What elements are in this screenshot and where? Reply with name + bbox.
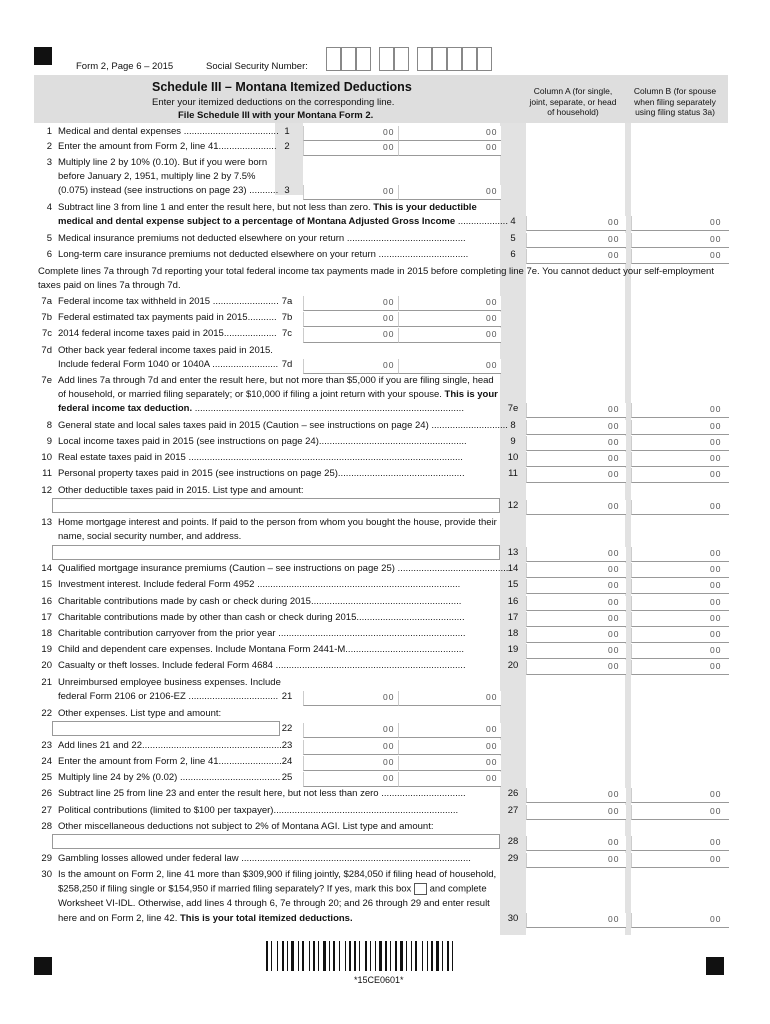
left-col-b-cents-l7d: 00 — [486, 360, 498, 370]
line-text-l7e-b-part: This is your — [444, 389, 498, 400]
line-text-l8: General state and local sales taxes paid in 2015 (Caution – see instructions on page 24) ............................. — [58, 420, 508, 431]
line-text-l15: Investment interest. Include federal Form 4952 ............................................................................. — [58, 579, 461, 590]
barcode-bar — [442, 941, 443, 971]
barcode-bar — [329, 941, 330, 971]
line-text-l23: Add lines 21 and 22..................................................... — [58, 740, 282, 751]
note-line-7: Complete lines 7a through 7d reporting your total federal income tax payments made in 2015 before completing line 7e. You cannot deduct your self-employment — [38, 266, 714, 277]
col-a-cents-l26: 00 — [608, 789, 620, 799]
line-text-l30-b1: $258,250 if filing single or $154,950 if married filing separately? If yes, mark this box — [58, 883, 412, 895]
col-b-cents-l19: 00 — [710, 645, 722, 655]
barcode-bar — [436, 941, 439, 971]
left-col-b-cents-l21: 00 — [486, 692, 498, 702]
line-text-l2: Enter the amount from Form 2, line 41...................... — [58, 141, 277, 152]
line-text-l9: Local income taxes paid in 2015 (see instructions on page 24)........................................................ — [58, 436, 467, 447]
right-label-l12: 12 — [507, 500, 519, 511]
line-text-l4b-part: medical and dental expense subject to a percentage of Montana Adjusted Gross Income — [58, 216, 456, 227]
col-a-cents-l10: 00 — [608, 453, 620, 463]
line-number-l8: 8 — [46, 420, 52, 431]
left-label-l24: 24 — [281, 756, 293, 767]
col-a-cents-l18: 00 — [608, 629, 620, 639]
line-text-l7e: Add lines 7a through 7d and enter the result here, but not more than $5,000 if you are filing single, head — [58, 375, 494, 386]
line-number-l21: 21 — [41, 677, 52, 688]
barcode-bar — [277, 941, 278, 971]
barcode-bar — [313, 941, 315, 971]
line-text-l30-b2: and complete — [429, 883, 487, 895]
barcode — [266, 941, 496, 971]
line-text-l3: Multiply line 2 by 10% (0.10). But if you were born — [58, 157, 268, 168]
col-b-cents-l8: 00 — [710, 421, 722, 431]
col-b-cents-l13: 00 — [710, 548, 722, 558]
line-text-l21: Unreimbursed employee business expenses. Include — [58, 677, 281, 688]
line-number-l23: 23 — [41, 740, 52, 751]
col-b-cents-l5: 00 — [710, 234, 722, 244]
left-label-l2: 2 — [284, 141, 290, 152]
col-a-cents-l16: 00 — [608, 597, 620, 607]
col-b-cents-l26: 00 — [710, 789, 722, 799]
left-col-b-cents-l25: 00 — [486, 773, 498, 783]
right-label-l17: 17 — [507, 612, 519, 623]
line-number-l9: 9 — [46, 436, 52, 447]
note-line-7-cont: taxes paid on lines 7a through 7d. — [38, 280, 181, 291]
barcode-bar — [422, 941, 423, 971]
col-b-cents-l27: 00 — [710, 806, 722, 816]
col-a-cents-l9: 00 — [608, 437, 620, 447]
line-text-l28: Other miscellaneous deductions not subject to 2% of Montana AGI. List type and amount: — [58, 821, 434, 832]
right-label-l15: 15 — [507, 579, 519, 590]
line-text-l7b: Federal estimated tax payments paid in 2015........... — [58, 312, 277, 323]
line-text-l30: Worksheet VI-IDL. Otherwise, add lines 4 through 6, 7e through 20; and 26 through 29 and enter result — [58, 898, 490, 909]
col-b-cents-l4: 00 — [710, 217, 722, 227]
left-col-a-cents-l25: 00 — [383, 773, 395, 783]
line-text-l4a-part: Subtract line 3 from line 1 and enter the result here, but not less than zero. — [58, 202, 371, 213]
left-label-l22: 22 — [281, 723, 293, 734]
line-text-l3: (0.075) instead (see instructions on page 23) ........... — [58, 185, 279, 196]
col-b-cents-l17: 00 — [710, 613, 722, 623]
left-label-l23: 23 — [281, 740, 293, 751]
barcode-bar — [339, 941, 340, 971]
left-col-b-cents-l1: 00 — [486, 127, 498, 137]
column-a-header: Column A (for single, joint, separate, or head of household) — [529, 86, 617, 117]
barcode-bar — [354, 941, 356, 971]
line-number-l7d: 7d — [41, 345, 52, 356]
barcode-bar — [385, 941, 387, 971]
col-a-cents-l29: 00 — [608, 854, 620, 864]
line-text-l7c: 2014 federal income taxes paid in 2015.................... — [58, 328, 277, 339]
left-col-a-cents-l1: 00 — [383, 127, 395, 137]
col-b-cents-l16: 00 — [710, 597, 722, 607]
barcode-bar — [400, 941, 403, 971]
col-b-cents-l14: 00 — [710, 564, 722, 574]
column-b-header: Column B (for spouse when filing separately using filing status 3a) — [633, 86, 717, 117]
line-number-l3: 3 — [46, 157, 52, 168]
left-col-b-cents-l23: 00 — [486, 741, 498, 751]
barcode-text: *15CE0601* — [354, 975, 404, 985]
right-label-l6: 6 — [510, 249, 516, 260]
right-label-l16: 16 — [507, 596, 519, 607]
line-number-l20: 20 — [41, 660, 52, 671]
line-number-l5: 5 — [46, 233, 52, 244]
col-a-cents-l7e: 00 — [608, 404, 620, 414]
text-entry-l28[interactable] — [52, 834, 500, 849]
right-label-l5: 5 — [510, 233, 516, 244]
left-col-b-cents-l7b: 00 — [486, 313, 498, 323]
line-text-l4b-part: ................... — [457, 216, 508, 227]
right-label-l7e: 7e — [507, 403, 519, 414]
line-number-l14: 14 — [41, 563, 52, 574]
col-a-cents-l28: 00 — [608, 837, 620, 847]
line-text-l19: Child and dependent care expenses. Include Montana Form 2441-M............................................. — [58, 644, 465, 655]
left-col-a-cents-l3: 00 — [383, 186, 395, 196]
left-label-l25: 25 — [281, 772, 293, 783]
col-a-cents-l20: 00 — [608, 661, 620, 671]
line-text-l3: before January 2, 1951, multiply line 2 by 7.5% — [58, 171, 256, 182]
left-col-a-cents-l23: 00 — [383, 741, 395, 751]
barcode-bar — [415, 941, 417, 971]
col-b-cents-l6: 00 — [710, 250, 722, 260]
col-a-cents-l12: 00 — [608, 501, 620, 511]
line-number-l10: 10 — [41, 452, 52, 463]
left-label-l7c: 7c — [281, 328, 293, 339]
col-a-cents-l30: 00 — [608, 914, 620, 924]
barcode-bar — [271, 941, 272, 971]
barcode-bar — [447, 941, 449, 971]
line-number-l18: 18 — [41, 628, 52, 639]
col-b-cents-l18: 00 — [710, 629, 722, 639]
registration-mark-bottom-right — [706, 957, 724, 975]
line-text-l17: Charitable contributions made by other than cash or check during 2015......................................... — [58, 612, 465, 623]
line-text-l30: Is the amount on Form 2, line 41 more than $309,900 if filing jointly, $284,050 if filing head of household, — [58, 869, 497, 880]
barcode-bar — [452, 941, 453, 971]
line-text-l20: Casualty or theft losses. Include federal Form 4684 ........................................................................ — [58, 660, 466, 671]
barcode-bar — [291, 941, 294, 971]
col-a-cents-l13: 00 — [608, 548, 620, 558]
line-text-l11: Personal property taxes paid in 2015 (see instructions on page 25)................................................ — [58, 468, 465, 479]
barcode-bar — [318, 941, 319, 971]
line-text-l30-b — [58, 883, 487, 896]
line-number-l30: 30 — [41, 869, 52, 880]
col-a-cents-l14: 00 — [608, 564, 620, 574]
text-entry-l13[interactable] — [52, 545, 500, 560]
right-label-l27: 27 — [507, 805, 519, 816]
col-b-cents-l9: 00 — [710, 437, 722, 447]
line-number-l24: 24 — [41, 756, 52, 767]
left-col-b-cents-l7c: 00 — [486, 329, 498, 339]
line-text-l21: federal Form 2106 or 2106-EZ .................................. — [58, 691, 279, 702]
barcode-bar — [323, 941, 326, 971]
line-text-l26: Subtract line 25 from line 23 and enter the result here, but not less than zero ................................ — [58, 788, 466, 799]
col-b-cents-l12: 00 — [710, 501, 722, 511]
left-col-a-cents-l7b: 00 — [383, 313, 395, 323]
line-text-l29: Gambling losses allowed under federal law ....................................................................................... — [58, 853, 471, 864]
line-text-l24: Enter the amount from Form 2, line 41........................ — [58, 756, 282, 767]
barcode-bar — [309, 941, 310, 971]
right-label-l11: 11 — [508, 468, 518, 479]
barcode-bar — [359, 941, 360, 971]
left-label-l3: 3 — [284, 185, 290, 196]
line-number-l7e: 7e — [41, 375, 52, 386]
line-text-l7e-c-part: federal income tax deduction. — [58, 403, 193, 414]
barcode-bar — [365, 941, 367, 971]
ssn-label: Social Security Number: — [206, 61, 308, 72]
right-label-l28: 28 — [507, 836, 519, 847]
schedule-title: Schedule III – Montana Itemized Deductions — [152, 80, 412, 94]
barcode-bar — [302, 941, 304, 971]
line-text-l27: Political contributions (limited to $100 per taxpayer)...................................................................... — [58, 805, 459, 816]
line-number-l15: 15 — [41, 579, 52, 590]
line-number-l13: 13 — [41, 517, 52, 528]
line-number-l17: 17 — [41, 612, 52, 623]
barcode-bar — [375, 941, 376, 971]
line-number-l12: 12 — [41, 485, 52, 496]
right-label-l8: 8 — [510, 420, 516, 431]
line-text-l7a: Federal income tax withheld in 2015 ......................... — [58, 296, 279, 307]
col-b-cents-l29: 00 — [710, 854, 722, 864]
right-label-l9: 9 — [510, 436, 516, 447]
line-number-l25: 25 — [41, 772, 52, 783]
left-col-b-cents-l7a: 00 — [486, 297, 498, 307]
line-number-l7c: 7c — [41, 328, 52, 339]
line-number-l26: 26 — [41, 788, 52, 799]
right-label-l29: 29 — [507, 853, 519, 864]
line-text-l18: Charitable contribution carryover from the prior year ....................................................................... — [58, 628, 466, 639]
line-text-l4a-part: This is your deductible — [373, 202, 477, 213]
col-a-cents-l8: 00 — [608, 421, 620, 431]
line-text-l5: Medical insurance premiums not deducted elsewhere on your return ............................................. — [58, 233, 466, 244]
barcode-bar — [345, 941, 346, 971]
line-text-l10: Real estate taxes paid in 2015 ........................................................................................................ — [58, 452, 463, 463]
line-text-l16: Charitable contributions made by cash or check during 2015......................................................... — [58, 596, 462, 607]
col-a-cents-l19: 00 — [608, 645, 620, 655]
barcode-bar — [349, 941, 351, 971]
line-text-l6: Long-term care insurance premiums not deducted elsewhere on your return .................................. — [58, 249, 469, 260]
text-entry-l22[interactable] — [52, 721, 280, 736]
col-b-cents-l30: 00 — [710, 914, 722, 924]
line-number-l6: 6 — [46, 249, 52, 260]
left-label-l1: 1 — [284, 126, 290, 137]
line-number-l27: 27 — [41, 805, 52, 816]
left-col-b-cents-l24: 00 — [486, 757, 498, 767]
line-number-l7a: 7a — [41, 296, 52, 307]
left-col-a-cents-l7a: 00 — [383, 297, 395, 307]
line-text-l7e-c — [58, 403, 464, 415]
col-a-cents-l11: 00 — [608, 469, 620, 479]
worksheet-checkbox[interactable] — [414, 883, 427, 895]
left-label-l7b: 7b — [281, 312, 293, 323]
line-number-l4: 4 — [46, 202, 52, 213]
right-label-l30: 30 — [507, 913, 519, 924]
right-label-l4: 4 — [510, 216, 516, 227]
barcode-bar — [411, 941, 412, 971]
right-label-l13: 13 — [507, 547, 519, 558]
barcode-bar — [395, 941, 397, 971]
barcode-bar — [333, 941, 335, 971]
barcode-bar — [287, 941, 288, 971]
line-number-l7b: 7b — [41, 312, 52, 323]
barcode-bar — [266, 941, 268, 971]
right-label-l20: 20 — [507, 660, 519, 671]
line-text-l4b — [58, 216, 508, 228]
barcode-bar — [298, 941, 299, 971]
line-text-l7d: Include federal Form 1040 or 1040A ......................... — [58, 359, 279, 370]
line-text-l30-d — [58, 913, 353, 925]
line-number-l2: 2 — [46, 141, 52, 152]
line-number-l19: 19 — [41, 644, 52, 655]
right-label-l10: 10 — [507, 452, 519, 463]
line-text-l7e-b — [58, 389, 498, 401]
col-b-cents-l10: 00 — [710, 453, 722, 463]
col-b-cents-l20: 00 — [710, 661, 722, 671]
col-a-cents-l27: 00 — [608, 806, 620, 816]
left-col-a-cents-l2: 00 — [383, 142, 395, 152]
right-label-l14: 14 — [507, 563, 519, 574]
line-text-l22: Other expenses. List type and amount: — [58, 708, 222, 719]
line-text-l1: Medical and dental expenses .................................... — [58, 126, 279, 137]
line-text-l25: Multiply line 24 by 2% (0.02) ...................................... — [58, 772, 281, 783]
left-col-b-cents-l22: 00 — [486, 724, 498, 734]
line-number-l11: 11 — [42, 468, 52, 479]
col-a-cents-l6: 00 — [608, 250, 620, 260]
barcode-bar — [370, 941, 371, 971]
barcode-bar — [390, 941, 391, 971]
right-label-l18: 18 — [507, 628, 519, 639]
col-b-cents-l11: 00 — [710, 469, 722, 479]
left-col-b-cents-l2: 00 — [486, 142, 498, 152]
line-number-l28: 28 — [41, 821, 52, 832]
barcode-bar — [379, 941, 382, 971]
left-label-l7a: 7a — [281, 296, 293, 307]
left-col-b-cents-l3: 00 — [486, 186, 498, 196]
right-label-l19: 19 — [507, 644, 519, 655]
line-number-l22: 22 — [41, 708, 52, 719]
line-number-l1: 1 — [46, 126, 52, 137]
col-a-cents-l15: 00 — [608, 580, 620, 590]
line-text-l30-d-part: This is your total itemized deductions. — [180, 913, 353, 924]
registration-mark-top-left — [34, 47, 52, 65]
left-col-a-cents-l7c: 00 — [383, 329, 395, 339]
col-a-cents-l4: 00 — [608, 217, 620, 227]
line-text-l7d: Other back year federal income taxes paid in 2015. — [58, 345, 273, 356]
line-text-l12: Other deductible taxes paid in 2015. List type and amount: — [58, 485, 304, 496]
line-text-l4a — [58, 202, 477, 214]
registration-mark-bottom-left — [34, 957, 52, 975]
barcode-bar — [406, 941, 407, 971]
line-text-l13: Home mortgage interest and points. If paid to the person from whom you bought the house, provide their — [58, 517, 497, 528]
col-a-cents-l17: 00 — [608, 613, 620, 623]
col-b-cents-l15: 00 — [710, 580, 722, 590]
line-text-l14: Qualified mortgage insurance premiums (Caution – see instructions on page 25) .......................................... — [58, 563, 509, 574]
line-text-l7e-c-part: ...................................................................................................... — [194, 403, 464, 414]
left-col-a-cents-l7d: 00 — [383, 360, 395, 370]
left-col-a-cents-l24: 00 — [383, 757, 395, 767]
text-entry-l12[interactable] — [52, 498, 500, 513]
line-text-l7e-b-part: of household, or married filing separately; or $10,000 if filing a joint return with your spouse. — [58, 389, 442, 400]
line-number-l16: 16 — [41, 596, 52, 607]
left-col-a-cents-l22: 00 — [383, 724, 395, 734]
schedule-subtitle: Enter your itemized deductions on the corresponding line. — [152, 97, 395, 108]
line-text-l30-d-part: here and on Form 2, line 42. — [58, 913, 178, 924]
left-label-l7d: 7d — [281, 359, 293, 370]
right-label-l26: 26 — [507, 788, 519, 799]
left-label-l21: 21 — [281, 691, 293, 702]
col-a-cents-l5: 00 — [608, 234, 620, 244]
line-text-l13: name, social security number, and address. — [58, 531, 242, 542]
col-b-cents-l7e: 00 — [710, 404, 722, 414]
left-col-a-cents-l21: 00 — [383, 692, 395, 702]
schedule-file-note: File Schedule III with your Montana Form 2. — [178, 110, 374, 121]
line-number-l29: 29 — [41, 853, 52, 864]
barcode-bar — [282, 941, 284, 971]
form-page-label: Form 2, Page 6 – 2015 — [76, 61, 174, 72]
col-b-cents-l28: 00 — [710, 837, 722, 847]
barcode-bar — [431, 941, 433, 971]
barcode-bar — [427, 941, 428, 971]
